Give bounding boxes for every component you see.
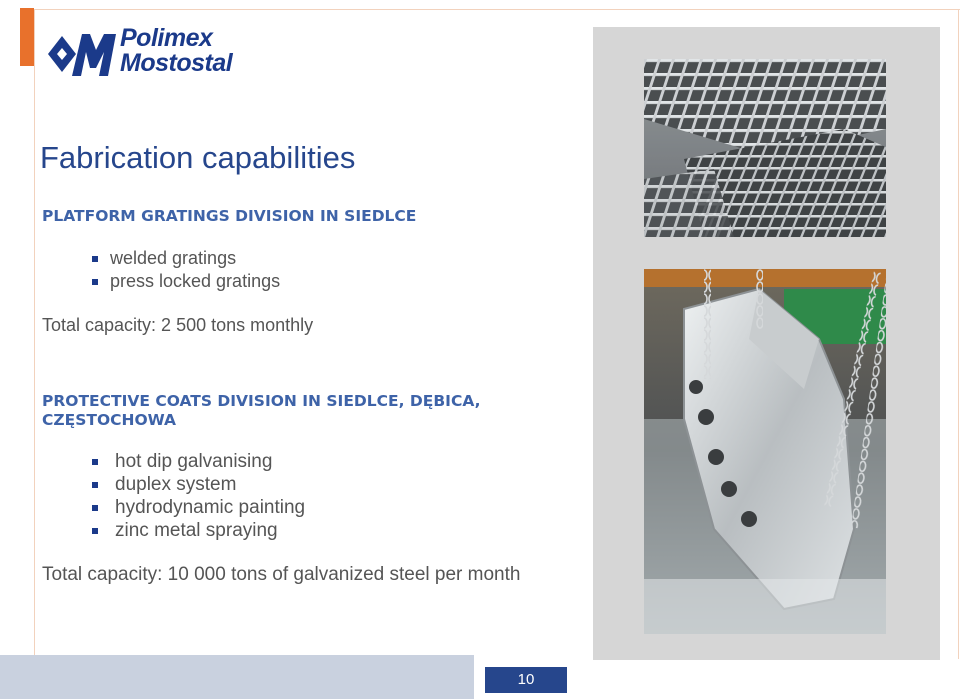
logo-line-1: Polimex bbox=[120, 24, 213, 52]
frame-right-line bbox=[958, 9, 959, 659]
frame-top-line bbox=[34, 9, 960, 10]
list-item: hydrodynamic painting bbox=[92, 496, 305, 519]
accent-bar bbox=[20, 8, 34, 66]
company-logo bbox=[46, 26, 266, 84]
list-item: zinc metal spraying bbox=[92, 519, 305, 542]
gratings-list bbox=[92, 247, 280, 293]
list-item: duplex system bbox=[92, 473, 305, 496]
gratings-capacity: Total capacity: 2 500 tons monthly bbox=[42, 315, 314, 335]
steel-gratings-photo bbox=[644, 59, 886, 237]
section-heading-gratings: PLATFORM GRATINGS DIVISION IN SIEDLCE bbox=[42, 207, 417, 225]
coats-list bbox=[92, 450, 305, 542]
list-item: hot dip galvanising bbox=[92, 450, 305, 473]
page-number: 10 bbox=[485, 667, 567, 693]
logo-line-2: Mostostal bbox=[120, 49, 233, 77]
logo-mark-icon bbox=[46, 30, 120, 78]
list-item: press locked gratings bbox=[92, 270, 280, 293]
footer-bar bbox=[0, 655, 474, 699]
logo-text bbox=[120, 26, 232, 76]
frame-left-line bbox=[34, 9, 35, 659]
page-title: Fabrication capabilities bbox=[40, 140, 356, 175]
section-heading-coats: PROTECTIVE COATS DIVISION IN SIEDLCE, DĘBICA, CZĘSTOCHOWA bbox=[42, 392, 481, 429]
galvanized-steel-part-photo bbox=[644, 269, 886, 634]
coats-capacity: Total capacity: 10 000 tons of galvanized steel per month bbox=[42, 564, 521, 585]
list-item: welded gratings bbox=[92, 247, 280, 270]
